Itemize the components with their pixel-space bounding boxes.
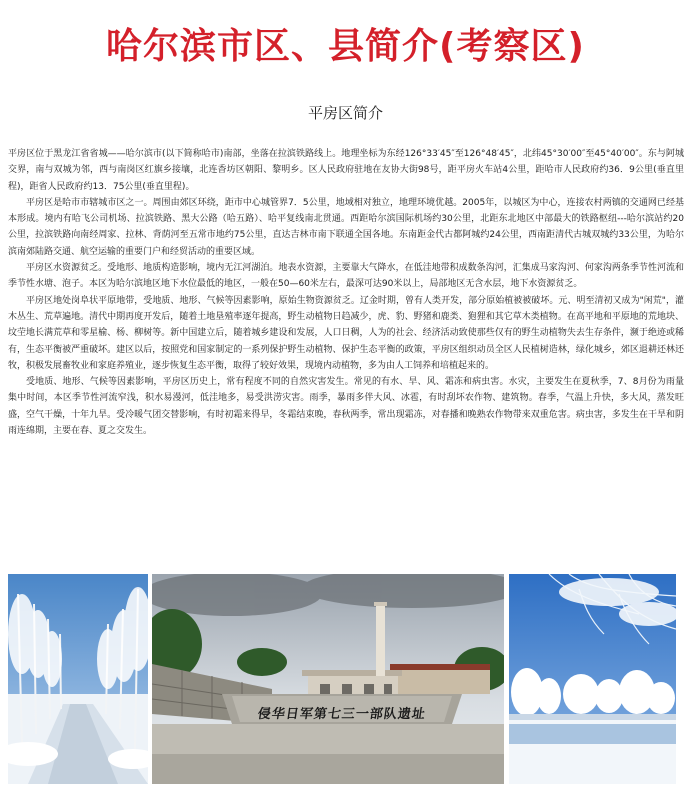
rime-trees-photo	[509, 574, 676, 784]
paragraph-location: 平房区位于黑龙江省省城——哈尔滨市(以下简称哈市)南部，坐落在拉滨铁路线上。地理坐标为东经126°33′45″至126°48′45″，北纬45°30′00″至45°40′00″。东与阿城交界，南与双城为邻，西与南岗区红旗乡接壤，北连香坊区朝阳、黎明乡。区人民政府驻地在友协大街98号，距平房火车站4公里，距哈市人民政府约36．9公里(垂直里程)，距省人民政府约13．75公里(垂直里程)。	[8, 149, 684, 192]
section-title: 平房区简介	[307, 104, 383, 122]
page-title: 哈尔滨市区、县简介(考察区)	[106, 26, 585, 67]
paragraph-water: 平房区水资源贫乏。受地形、地质构造影响，境内无江河湖泊。地表水资源，主要靠大气降水，在低洼地带积成数条沟河，汇集成马家沟河、何家沟两条季节性河流和季节性水塘、泡子。本区为哈尔滨地区地下水位最低的地区，一般在50—60米左右，最深可达90米以上，局部地区无含水层，地下水资源贫乏。	[8, 263, 684, 290]
article-body	[8, 146, 684, 439]
monument-inscription: 侵华日军第七三一部队遗址	[256, 707, 427, 722]
unit-731-site-photo	[152, 574, 504, 784]
paragraph-transport: 平房区是哈市市辖城市区之一。周围由郊区环绕，距市中心城管界7．5公里，地域相对独立，地理环境优越。2005年，以城区为中心，连接农村两镇的交通网已经基本形成。境内有哈飞公司机场、拉滨铁路、黑大公路（哈五路）、哈平复线南北贯通。西距哈尔滨国际机场约30公里，北距东北地区中部最大的铁路枢纽---哈尔滨站约20公里，拉滨铁路向南经周家、拉林、背荫河至五常市地约75公里，直达吉林市南下联通全国各地。东南距金代古都阿城约24公里，西南距清代古城双城约33公里，为哈尔滨南郊陆路交通、航空运输的重要门户和经贸活动的重要区域。	[8, 197, 684, 257]
paragraph-disasters: 受地质、地形、气候等因素影响，平房区历史上，常有程度不同的自然灾害发生。常见的有水、旱、风、霜冻和病虫害。水灾，主要发生在夏秋季，7、8月份为雨量集中时间，本区季节性河流窄浅，积水易漫河，低洼地多，易受洪涝灾害。雨季，暴雨多伴大风、冰雹，有时刮坏农作物、建筑物。春季，气温上升快，多大风，蒸发旺盛，空气干燥，十年九旱。受冷暖气团交替影响，有时初霜来得早，冬霜结束晚，春秋两季，常出现霜冻，对春播和晚熟农作物带来双重危害。病虫害，多发生在干旱和阴雨连绵期，主要在春、夏之交发生。	[8, 377, 684, 437]
paragraph-biology: 平房区地处岗阜状平原地带，受地质、地形、气候等因素影响，原始生物资源贫乏。辽金时期，曾有人类开发，部分原始植被被破坏。元、明至清初又成为"闲荒"，灌木丛生、荒草遍地。清代中期再度开发后，随着土地垦殖率逐年提高，野生动植物日趋减少，虎、豹、野猪和鹿类、狍狸和其它草木类植物。在高平地和平原地的荒地块、坟茔地长满荒草和零星榆、杨、柳树等。新中国建立后，随着城乡建设和发展，人口日稠，人为的社会、经济活动致使那些仅有的野生动植物失去生存条件，濒于绝迹或稀有，生态平衡被严重破坏。建区以后，按照党和国家制定的一系列保护野生动植物、保护生态平衡的政策，平房区组织动员全区人民植树造林，绿化城乡，郊区退耕还林还牧，积极发展畜牧业和家庭养殖业，逐步恢复生态平衡，取得了较好效果，现境内动植物，多为由人工饲养和培植起来的。	[8, 295, 684, 371]
snowy-road-photo	[8, 574, 148, 784]
